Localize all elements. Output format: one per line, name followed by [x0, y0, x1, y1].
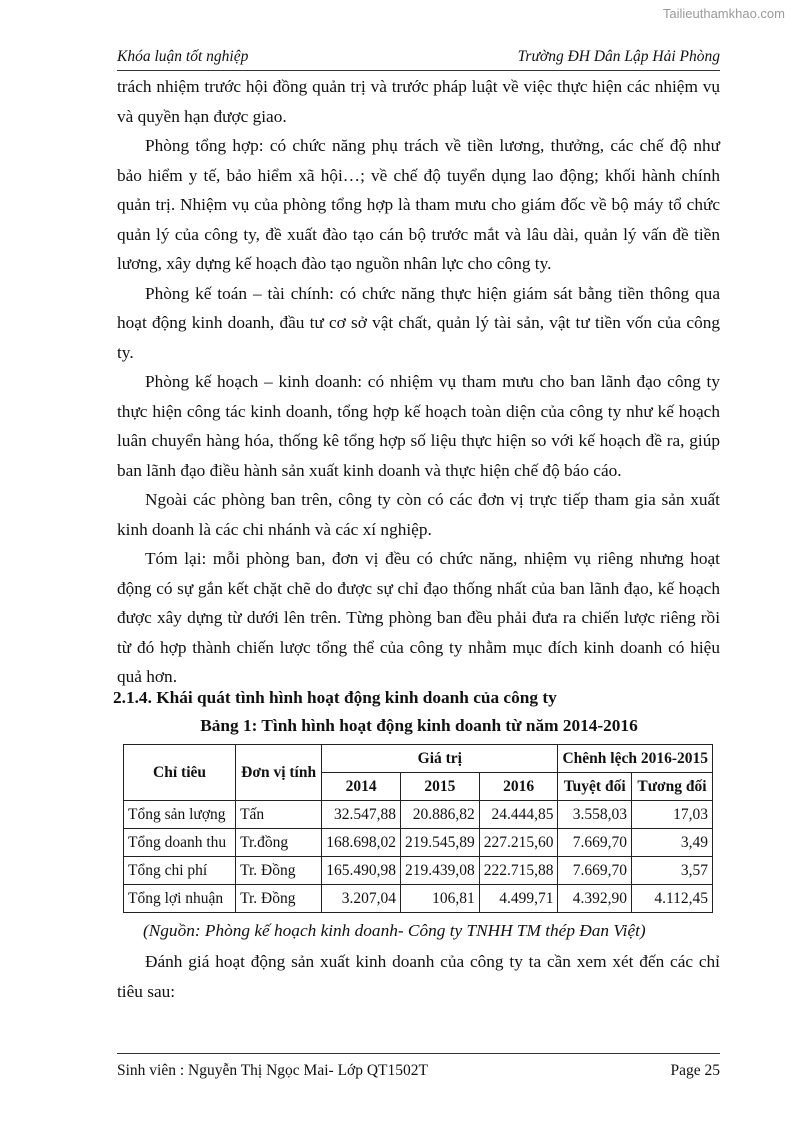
table-row — [124, 857, 713, 885]
cell-unit: Tr. Đồng — [236, 857, 322, 885]
header-right: Trường ĐH Dân Lập Hải Phòng — [517, 48, 720, 65]
section-heading: 2.1.4. Khái quát tình hình hoạt động kinh doanh của công ty — [113, 688, 557, 707]
paragraph: Phòng tổng hợp: có chức năng phụ trách về tiền lương, thưởng, các chế độ như bảo hiểm y tế, bảo hiểm xã hội…; về chế độ tuyển dụng lao động; khối hành chính quản trị. Nhiệm vụ của phòng tổng hợp là tham mưu cho giám đốc về bộ máy tổ chức quản lý của công ty, đề xuất đào tạo cán bộ trước mắt và lâu dài, quản lý vấn đề tiền lương, xây dựng kế hoạch đào tạo nguồn nhân lực cho công ty. — [117, 136, 720, 273]
cell-absolute: 4.392,90 — [558, 885, 632, 913]
col-relative: Tương đối — [631, 773, 712, 801]
cell-2014: 165.490,98 — [322, 857, 401, 885]
cell-2016: 222.715,88 — [479, 857, 558, 885]
cell-2014: 3.207,04 — [322, 885, 401, 913]
business-table — [123, 744, 713, 913]
col-2015: 2015 — [400, 773, 479, 801]
cell-2014: 32.547,88 — [322, 801, 401, 829]
col-2016: 2016 — [479, 773, 558, 801]
cell-2015: 20.886,82 — [400, 801, 479, 829]
table-row — [124, 885, 713, 913]
table-header-row — [124, 745, 713, 773]
table-row — [124, 801, 713, 829]
page-header — [117, 48, 720, 71]
table-caption: Bảng 1: Tình hình hoạt động kinh doanh từ năm 2014-2016 — [200, 716, 638, 735]
cell-2015: 219.439,08 — [400, 857, 479, 885]
paragraph: Tóm lại: mỗi phòng ban, đơn vị đều có chức năng, nhiệm vụ riêng nhưng hoạt động có sự gắn kết chặt chẽ do được sự chỉ đạo thống nhất của ban lãnh đạo, kế hoạch được xây dựng từ dưới lên trên. Từng phòng ban đều phải đưa ra chiến lược riêng rồi từ đó hợp thành chiến lược tổng thể của công ty nhằm mục đích kinh doanh có hiệu quả hơn. — [117, 549, 720, 686]
cell-absolute: 7.669,70 — [558, 829, 632, 857]
cell-2016: 227.215,60 — [479, 829, 558, 857]
header-left: Khóa luận tốt nghiệp — [117, 48, 249, 65]
cell-relative: 4.112,45 — [631, 885, 712, 913]
body-text — [117, 72, 720, 692]
cell-absolute: 3.558,03 — [558, 801, 632, 829]
paragraph: Ngoài các phòng ban trên, công ty còn có các đơn vị trực tiếp tham gia sản xuất kinh doanh là các chi nhánh và các xí nghiệp. — [117, 490, 720, 539]
footer-student: Sinh viên : Nguyễn Thị Ngọc Mai- Lớp QT1502T — [117, 1062, 428, 1079]
cell-relative: 3,57 — [631, 857, 712, 885]
cell-2015: 106,81 — [400, 885, 479, 913]
col-absolute: Tuyệt đối — [558, 773, 632, 801]
cell-indicator: Tổng sản lượng — [124, 801, 236, 829]
table-row — [124, 829, 713, 857]
cell-indicator: Tổng doanh thu — [124, 829, 236, 857]
watermark: Tailieuthamkhao.com — [662, 6, 785, 21]
closing-text — [117, 947, 720, 1006]
col-2014: 2014 — [322, 773, 401, 801]
paragraph: trách nhiệm trước hội đồng quản trị và trước pháp luật về việc thực hiện các nhiệm vụ và quyền hạn được giao. — [117, 77, 720, 126]
cell-relative: 17,03 — [631, 801, 712, 829]
cell-absolute: 7.669,70 — [558, 857, 632, 885]
cell-2016: 24.444,85 — [479, 801, 558, 829]
col-value-group: Giá trị — [322, 745, 558, 773]
cell-unit: Tr.đồng — [236, 829, 322, 857]
paragraph: Đánh giá hoạt động sản xuất kinh doanh của công ty ta cần xem xét đến các chỉ tiêu sau: — [117, 952, 720, 1001]
cell-unit: Tấn — [236, 801, 322, 829]
cell-indicator: Tổng lợi nhuận — [124, 885, 236, 913]
cell-indicator: Tổng chi phí — [124, 857, 236, 885]
cell-2016: 4.499,71 — [479, 885, 558, 913]
col-unit: Đơn vị tính — [236, 745, 322, 801]
page-footer — [117, 1053, 720, 1084]
cell-relative: 3,49 — [631, 829, 712, 857]
cell-unit: Tr. Đồng — [236, 885, 322, 913]
col-diff-group: Chênh lệch 2016-2015 — [558, 745, 713, 773]
col-indicator: Chỉ tiêu — [124, 745, 236, 801]
table-source: (Nguồn: Phòng kế hoạch kinh doanh- Công ty TNHH TM thép Đan Việt) — [143, 921, 646, 940]
page-number: Page 25 — [670, 1062, 720, 1079]
cell-2015: 219.545,89 — [400, 829, 479, 857]
paragraph: Phòng kế toán – tài chính: có chức năng thực hiện giám sát bằng tiền thông qua hoạt động kinh doanh, đầu tư cơ sở vật chất, quản lý tài sản, vật tư tiền vốn của công ty. — [117, 283, 720, 362]
paragraph: Phòng kế hoạch – kinh doanh: có nhiệm vụ tham mưu cho ban lãnh đạo công ty thực hiện công tác kinh doanh, tổng hợp kế hoạch toàn diện của công ty như kế hoạch luân chuyển hàng hóa, thống kê tổng hợp số liệu thực hiện so với kế hoạch đề ra, giúp ban lãnh đạo điều hành sản xuất kinh doanh và thực hiện chế độ báo cáo. — [117, 372, 720, 480]
cell-2014: 168.698,02 — [322, 829, 401, 857]
